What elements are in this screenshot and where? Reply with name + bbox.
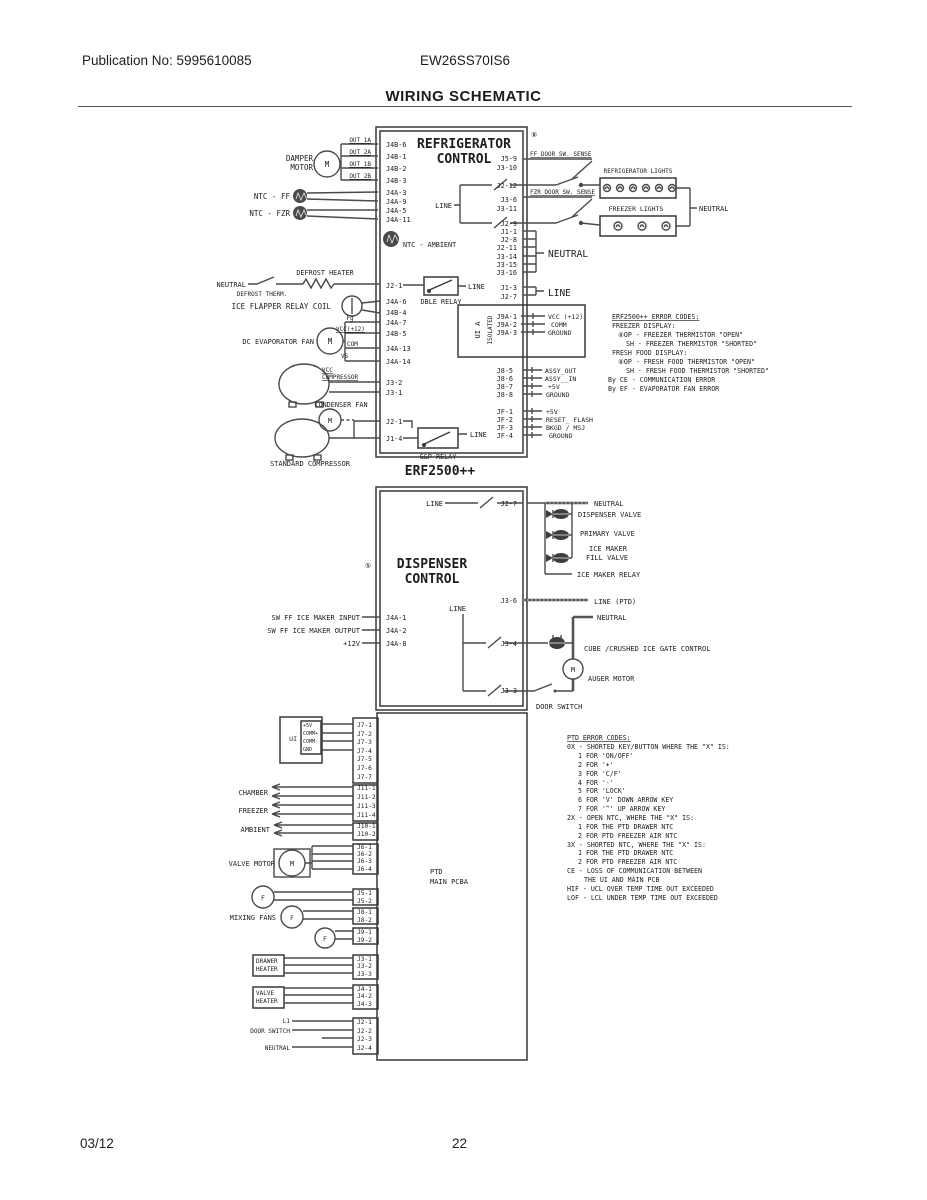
schematic-label: J4A-11 <box>386 216 411 224</box>
schematic-label: PTD ERROR CODES: <box>567 734 631 742</box>
ntc-ff-symbol <box>293 189 378 203</box>
schematic-label: CE - LOSS OF COMMUNICATION BETWEEN <box>567 867 702 875</box>
schematic-label: VALVE MOTOR <box>228 860 275 868</box>
footer-page-number: 22 <box>452 1136 468 1151</box>
schematic-label: HEATER <box>256 966 278 973</box>
schematic-label: NEUTRAL <box>699 205 729 213</box>
schematic-label: +12V <box>343 640 360 648</box>
schematic-label: J4A-6 <box>386 298 407 306</box>
schematic-label: DRAWER <box>256 958 278 965</box>
schematic-label: VCC (+12) <box>548 313 584 321</box>
schematic-label: J3-6 <box>500 196 517 204</box>
schematic-label: PRIMARY VALVE <box>580 530 635 538</box>
schematic-label: DISPENSER VALVE <box>578 511 642 519</box>
schematic-label: J8-6 <box>496 375 513 383</box>
schematic-label: J7-4 <box>357 748 372 755</box>
schematic-label: ⑧OP - FREEZER THERMISTOR "OPEN" <box>618 331 744 339</box>
schematic-label: J8-2 <box>357 917 372 924</box>
schematic-label: PTD <box>430 868 443 876</box>
schematic-label: SW FF ICE MAKER INPUT <box>271 614 360 622</box>
schematic-label: J2-4 <box>357 1045 372 1052</box>
schematic-label: J4A-5 <box>386 207 407 215</box>
schematic-label: J4B-5 <box>386 330 407 338</box>
schematic-label: LINE <box>449 605 466 613</box>
schematic-label: VALVE <box>256 990 275 997</box>
schematic-label: NEUTRAL <box>594 500 624 508</box>
footer-date: 03/12 <box>80 1136 114 1151</box>
schematic-label: J9-2 <box>357 937 372 944</box>
schematic-label: J4-2 <box>357 993 372 1000</box>
ptd-power-wires <box>292 1021 353 1047</box>
schematic-label: J8-1 <box>357 909 372 916</box>
refrigerator-lights-bulbs <box>604 185 676 192</box>
schematic-label: 1 FOR THE PTD DRAWER NTC <box>578 849 674 857</box>
schematic-label: J4B-2 <box>386 165 407 173</box>
schematic-label: 3 FOR 'C/F' <box>578 770 622 778</box>
schematic-label: LINE <box>426 500 443 508</box>
schematic-label: DBLE RELAY <box>420 298 462 306</box>
ntc-ambient-symbol <box>383 231 399 247</box>
schematic-label: JF-4 <box>496 432 513 440</box>
schematic-label: STANDARD COMPRESSOR <box>269 460 351 468</box>
schematic-label: DISPENSER <box>396 557 468 572</box>
schematic-label: NEUTRAL <box>548 249 589 260</box>
schematic-label: J4-1 <box>357 986 372 993</box>
schematic-label: M <box>324 160 330 169</box>
schematic-label: J6-2 <box>357 851 372 858</box>
schematic-label: JF-3 <box>496 424 513 432</box>
schematic-label: AMBIENT <box>240 826 270 834</box>
valve-motor-symbol <box>274 846 353 877</box>
schematic-label: LINE (PTD) <box>594 598 637 606</box>
schematic-label: NEUTRAL <box>597 614 627 622</box>
schematic-label: 6 FOR 'V' DOWN ARROW KEY <box>578 796 674 804</box>
schematic-label: NTC - FF <box>253 192 290 201</box>
schematic-label: J2-9 <box>500 220 517 228</box>
schematic-label: FREEZER <box>238 807 268 815</box>
schematic-label: FILL VALVE <box>586 554 629 562</box>
schematic-label: J4B-4 <box>386 309 407 317</box>
schematic-label: OUT 2B <box>349 173 371 180</box>
schematic-label: J10-1 <box>357 823 376 830</box>
auger-circuit <box>523 617 593 693</box>
schematic-label: J3-15 <box>496 261 517 269</box>
schematic-label: LINE <box>468 283 485 291</box>
schematic-label: J9A-1 <box>496 313 517 321</box>
schematic-label: J10-2 <box>357 831 376 838</box>
schematic-label: J9-1 <box>357 929 372 936</box>
schematic-label: +5V <box>303 723 313 729</box>
schematic-label: CONDENSER FAN <box>314 401 368 409</box>
schematic-label: COMPRESSOR <box>322 374 359 381</box>
schematic-label: UI <box>289 735 297 743</box>
schematic-label: J7-2 <box>357 731 372 738</box>
schematic-label: L1 <box>282 1018 290 1025</box>
ui-to-j7-wires <box>321 724 353 750</box>
schematic-label: Fg <box>346 315 354 322</box>
model-number: EW26SS70IS6 <box>420 53 511 68</box>
schematic-label: LINE <box>548 288 571 299</box>
schematic-label: 0X - SHORTED KEY/BUTTON WHERE THE "X" IS: <box>567 743 730 751</box>
schematic-label: J4A-3 <box>386 189 407 197</box>
schematic-label: THE UI AND MAIN PCB <box>584 876 660 884</box>
schematic-label: 7 FOR '^' UP ARROW KEY <box>578 805 666 813</box>
schematic-label: J1-4 <box>386 435 403 443</box>
schematic-label: OUT 2A <box>349 149 371 156</box>
schematic-label: ERF2500++ ERROR CODES: <box>612 313 700 321</box>
schematic-label: J3-11 <box>496 205 517 213</box>
schematic-label: ICE MAKER RELAY <box>577 571 641 579</box>
schematic-label: J4A-1 <box>386 614 407 622</box>
schematic-label: 4 FOR '-' <box>578 779 614 787</box>
schematic-label: VCC <box>322 367 333 374</box>
schematic-label: LOF - LCL UNDER TEMP TIME OUT EXCEEDED <box>567 894 718 902</box>
schematic-label: DC EVAPORATOR FAN <box>242 338 314 346</box>
schematic-label: GROUND <box>549 432 573 440</box>
schematic-label: JF-1 <box>496 408 513 416</box>
schematic-label: GROUND <box>548 329 572 337</box>
schematic-label: J3-1 <box>386 389 403 397</box>
schematic-label: +5V <box>548 383 560 391</box>
schematic-label: ⑧ <box>531 131 538 139</box>
schematic-label: VCC(+12) <box>336 326 365 333</box>
schematic-label: By EF - EVAPORATOR FAN ERROR <box>608 385 720 393</box>
schematic-label: J7-6 <box>357 765 372 772</box>
schematic-label: J7-5 <box>357 756 372 763</box>
schematic-label: F <box>323 935 327 943</box>
schematic-label: FRESH FOOD DISPLAY: <box>612 349 688 357</box>
schematic-label: M <box>570 666 576 674</box>
labels-layer <box>216 131 768 1052</box>
schematic-label: CUBE /CRUSHED ICE GATE CONTROL <box>584 645 711 653</box>
schematic-label: COM <box>347 341 358 348</box>
schematic-label: DOOR SWITCH <box>250 1028 290 1035</box>
schematic-label: GROUND <box>546 391 570 399</box>
schematic-label: J4B-3 <box>386 177 407 185</box>
schematic-label: J3-2 <box>357 963 372 970</box>
dispenser-left-input-wires <box>362 617 380 643</box>
schematic-label: J4-3 <box>357 1001 372 1008</box>
neutral-line-cluster-ticks <box>523 231 544 295</box>
ntc-fzr-symbol <box>293 206 378 220</box>
schematic-label: MIXING FANS <box>229 914 276 922</box>
schematic-label: 5 FOR 'LOCK' <box>578 787 626 795</box>
schematic-label: J4A-13 <box>386 345 411 353</box>
schematic-label: 2 FOR '+' <box>578 761 614 769</box>
schematic-label: COMM- <box>303 739 319 745</box>
schematic-label: J11-1 <box>357 785 376 792</box>
schematic-label: By CE - COMMUNICATION ERROR <box>608 376 716 384</box>
schematic-label: DOOR SWITCH <box>536 703 583 711</box>
schematic-label: J9A-3 <box>496 329 517 337</box>
schematic-label: MAIN PCBA <box>430 878 468 886</box>
schematic-label: CONTROL <box>436 152 492 167</box>
schematic-label: CHAMBER <box>238 789 268 797</box>
ptd-main-pcba-box <box>377 713 527 1060</box>
schematic-label: J2-7 <box>500 293 517 301</box>
schematic-label: MOTOR <box>290 163 313 172</box>
schematic-label: ICE FLAPPER RELAY COIL <box>231 302 331 311</box>
schematic-label: 3X - SHORTED NTC, WHERE THE "X" IS: <box>567 841 706 849</box>
schematic-label: VS <box>341 353 349 360</box>
schematic-label: J4A-8 <box>386 640 407 648</box>
publication-number: Publication No: 5995610085 <box>82 53 252 68</box>
schematic-label: COMM+ <box>303 731 319 737</box>
schematic-label: FREEZER DISPLAY: <box>612 322 676 330</box>
schematic-label: J2-1 <box>386 418 403 426</box>
schematic-label: NTC - AMBIENT <box>403 241 457 249</box>
schematic-label: J6-4 <box>357 866 372 873</box>
schematic-label: J1-1 <box>500 228 517 236</box>
schematic-label: LINE <box>435 202 452 210</box>
schematic-label: J8-5 <box>496 367 513 375</box>
schematic-label: 2 FOR PTD FREEZER AIR NTC <box>578 858 678 866</box>
schematic-label: J4A-9 <box>386 198 407 206</box>
schematic-label: J4B-1 <box>386 153 407 161</box>
schematic-label: 2X - OPEN NTC, WHERE THE "X" IS: <box>567 814 695 822</box>
thermistor-probe-wires <box>272 784 353 836</box>
schematic-label: ERF2500++ <box>404 464 476 479</box>
schematic-label: J7-1 <box>357 722 372 729</box>
schematic-label: HIF - UCL OVER TEMP TIME OUT EXCEEDED <box>567 885 714 893</box>
schematic-label: J6-1 <box>357 844 372 851</box>
schematic-label: ⑧OP - FRESH FOOD THERMISTOR "OPEN" <box>618 358 755 366</box>
ice-flapper-relay-coil-symbol <box>342 296 380 316</box>
schematic-label: SH - FREEZER THERMISTOR "SHORTED" <box>626 340 758 348</box>
schematic-label: G&P RELAY <box>419 453 457 461</box>
schematic-label: J8-7 <box>496 383 513 391</box>
schematic-label: UI A <box>474 321 482 339</box>
schematic-label: M <box>289 860 295 868</box>
schematic-label: SH - FRESH FOOD THERMISTOR "SHORTED" <box>626 367 769 375</box>
schematic-label: 1 FOR 'ON/OFF' <box>578 752 634 760</box>
schematic-label: REFRIGERATOR LIGHTS <box>603 168 673 175</box>
schematic-label: ASSY_OUT <box>545 367 577 375</box>
schematic-label: JF-2 <box>496 416 513 424</box>
schematic-label: NTC - FZR <box>249 209 290 218</box>
dispenser-internal-bus <box>463 614 523 696</box>
schematic-label: M <box>327 417 333 425</box>
ui-a-and-jf-connector-wires <box>521 313 545 438</box>
freezer-lights-bulbs <box>614 222 670 230</box>
schematic-label: J1-3 <box>500 284 517 292</box>
schematic-label: COMM <box>551 321 567 329</box>
schematic-label: BKGD / MSJ <box>546 424 586 432</box>
schematic-label: J3-3 <box>357 971 372 978</box>
schematic-label: REFRIGERATOR <box>417 137 511 152</box>
schematic-label: J3-10 <box>496 164 517 172</box>
schematic-label: FZR DOOR SW. SENSE <box>530 189 596 196</box>
schematic-label: F <box>261 894 265 902</box>
schematic-label: J11-2 <box>357 794 376 801</box>
schematic-label: J2-3 <box>357 1036 372 1043</box>
schematic-label: RESET_ FLASH <box>546 416 593 424</box>
schematic-label: FF DOOR SW. SENSE <box>530 151 592 158</box>
schematic-label: J11-4 <box>357 812 376 819</box>
schematic-label: J9A-2 <box>496 321 517 329</box>
schematic-label: M <box>327 337 333 346</box>
schematic-label: NEUTRAL <box>216 281 246 289</box>
schematic-label: J3-1 <box>357 956 372 963</box>
schematic-label: J4B-6 <box>386 141 407 149</box>
schematic-label: J2-12 <box>496 182 517 190</box>
schematic-label: J2-8 <box>500 236 517 244</box>
schematic-label: HEATER <box>256 998 278 1005</box>
schematic-label: J3-6 <box>500 597 517 605</box>
defrost-circuit-wires <box>248 277 466 288</box>
schematic-label: J3-3 <box>500 687 517 695</box>
schematic-label: GND <box>303 747 313 753</box>
schematic-label: J7-3 <box>357 739 372 746</box>
schematic-label: FREEZER LIGHTS <box>608 205 664 213</box>
schematic-label: J7-7 <box>357 774 372 781</box>
schematic-label: AUGER MOTOR <box>588 675 635 683</box>
schematic-label: J3-14 <box>496 253 517 261</box>
page-title: WIRING SCHEMATIC <box>385 88 542 105</box>
dispenser-line-wires <box>445 497 545 508</box>
schematic-label: J2-1 <box>386 282 403 290</box>
heater-wires <box>284 958 353 1003</box>
schematic-label: J5-2 <box>357 898 372 905</box>
schematic-label: J2-11 <box>496 244 517 252</box>
schematic-label: J4A-7 <box>386 319 407 327</box>
schematic-label: J8-8 <box>496 391 513 399</box>
schematic-label: 2 FOR PTD FREEZER AIR NTC <box>578 832 678 840</box>
schematic-label: OUT 1B <box>349 161 371 168</box>
schematic-label: DAMPER <box>285 154 313 163</box>
schematic-label: J5-1 <box>357 890 372 897</box>
schematic-label: ASSY__IN <box>545 375 577 383</box>
schematic-label: J4A-14 <box>386 358 411 366</box>
schematic-label: J2-7 <box>500 500 517 508</box>
schematic-label: CONTROL <box>404 572 460 587</box>
refrigerator-lights-box <box>600 178 676 198</box>
schematic-label: J3-2 <box>386 379 403 387</box>
schematic-label: DEFROST HEATER <box>296 269 354 277</box>
schematic-label: SW FF ICE MAKER OUTPUT <box>267 627 360 635</box>
schematic-label: J4A-2 <box>386 627 407 635</box>
schematic-label: J2-2 <box>357 1028 372 1035</box>
schematic-label: J11-3 <box>357 803 376 810</box>
schematic-label: F <box>290 914 294 922</box>
schematic-label: J6-3 <box>357 858 372 865</box>
schematic-label: ⑤ <box>364 562 371 570</box>
schematic-label: +5V <box>546 408 558 416</box>
schematic-label: LINE <box>470 431 487 439</box>
schematic-label: NEUTRAL <box>264 1045 290 1052</box>
schematic-label: J3-4 <box>500 640 517 648</box>
schematic-label: OUT 1A <box>349 137 371 144</box>
schematic-label: ISOLATED <box>487 315 494 345</box>
schematic-label: DEFROST THERM. <box>236 291 288 298</box>
schematic-label: J3-16 <box>496 269 517 277</box>
schematic-label: 1 FOR THE PTD DRAWER NTC <box>578 823 674 831</box>
schematic-label: J5-9 <box>500 155 517 163</box>
schematic-label: ICE MAKER <box>589 545 627 553</box>
schematic-label: J2-1 <box>357 1019 372 1026</box>
